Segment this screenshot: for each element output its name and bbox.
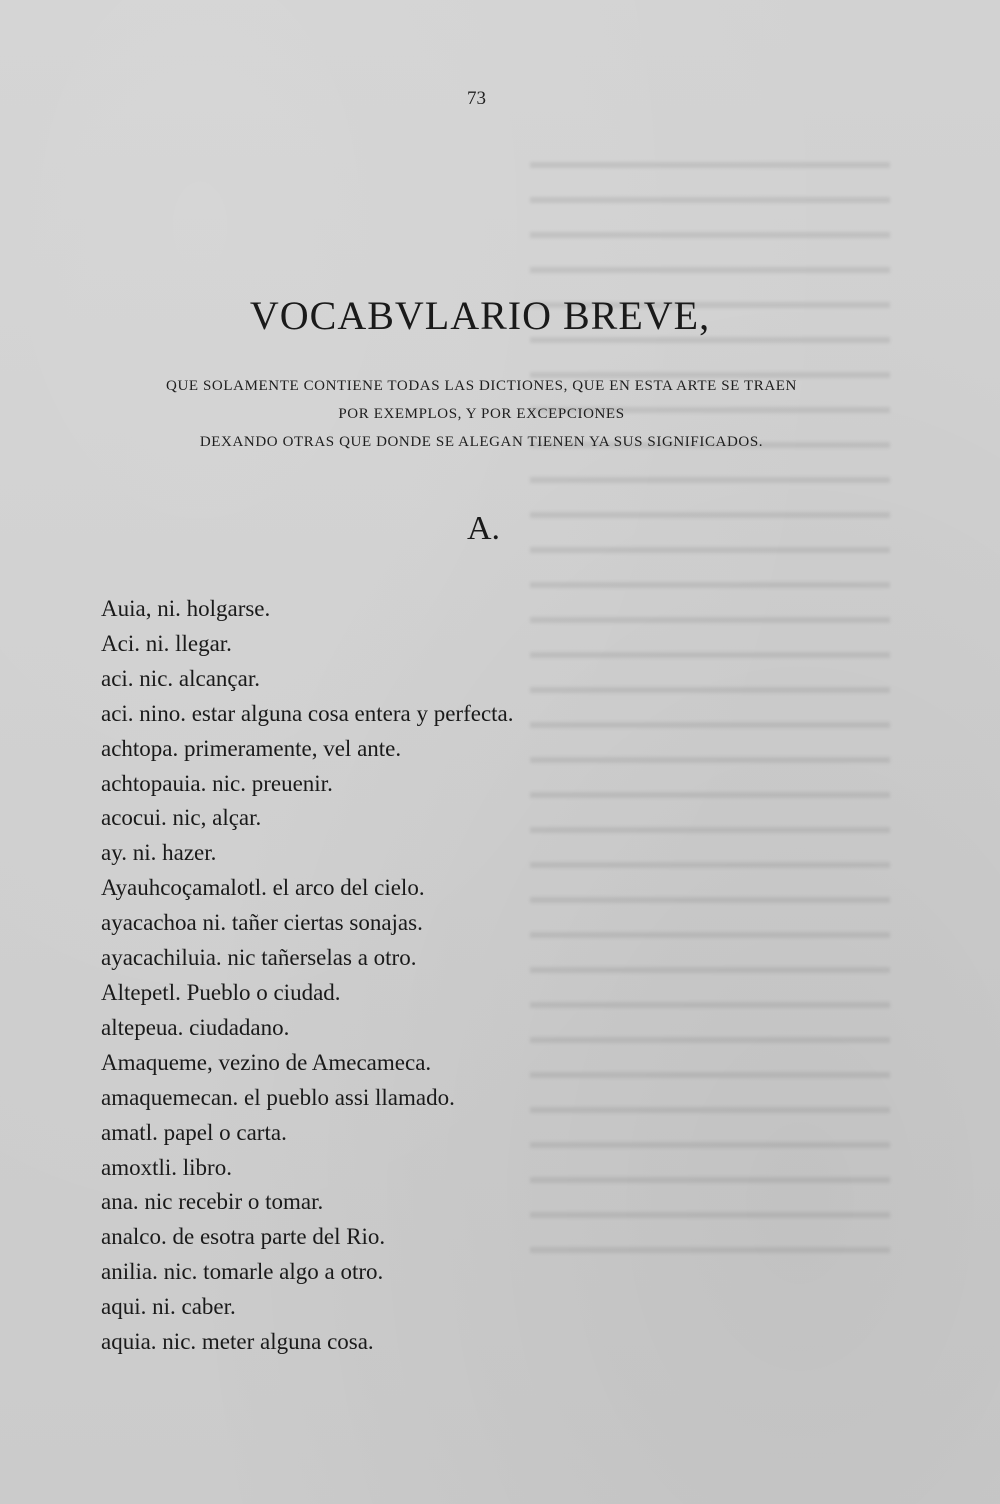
vocabulary-entry: aquia. nic. meter alguna cosa. <box>101 1329 374 1355</box>
section-heading-letter: A. <box>467 510 501 547</box>
subtitle-line: QUE SOLAMENTE CONTIENE TODAS LAS DICTIONES, QUE EN ESTA ARTE SE TRAEN <box>166 378 797 394</box>
vocabulary-entry: ana. nic recebir o tomar. <box>101 1189 324 1215</box>
vocabulary-entry: ay. ni. hazer. <box>101 840 217 866</box>
page-subtitle <box>0 372 963 456</box>
vocabulary-list <box>101 592 801 1360</box>
vocabulary-entry: Ayauhcoçamalotl. el arco del cielo. <box>101 875 425 901</box>
vocabulary-entry: achtopauia. nic. preuenir. <box>101 770 333 796</box>
vocabulary-entry: aqui. ni. caber. <box>101 1294 236 1320</box>
vocabulary-entry: Auia, ni. holgarse. <box>101 596 271 621</box>
page-number: 73 <box>467 88 486 109</box>
vocabulary-entry: amatl. papel o carta. <box>101 1119 287 1145</box>
vocabulary-entry: anilia. nic. tomarle algo a otro. <box>101 1259 384 1285</box>
vocabulary-entry: ayacachiluia. nic tañerselas a otro. <box>101 945 417 971</box>
subtitle-line: DEXANDO OTRAS QUE DONDE SE ALEGAN TIENEN YA SUS SIGNIFICADOS. <box>199 434 764 450</box>
page-title: VOCABVLARIO BREVE, <box>249 293 711 338</box>
vocabulary-entry: amoxtli. libro. <box>101 1154 232 1180</box>
vocabulary-entry: Amaqueme, vezino de Amecameca. <box>101 1049 432 1075</box>
vocabulary-entry: Aci. ni. llegar. <box>101 630 232 656</box>
vocabulary-entry: altepeua. ciudadano. <box>101 1014 290 1040</box>
vocabulary-entry: aci. nino. estar alguna cosa entera y perfecta. <box>101 700 514 726</box>
vocabulary-entry: achtopa. primeramente, vel ante. <box>101 735 402 761</box>
vocabulary-entry: Altepetl. Pueblo o ciudad. <box>101 979 341 1005</box>
vocabulary-entry: aci. nic. alcançar. <box>101 665 260 691</box>
vocabulary-entry: ayacachoa ni. tañer ciertas sonajas. <box>101 910 423 936</box>
vocabulary-entry: amaquemecan. el pueblo assi llamado. <box>101 1084 455 1110</box>
vocabulary-entry: acocui. nic, alçar. <box>101 805 262 831</box>
subtitle-line: POR EXEMPLOS, Y POR EXCEPCIONES <box>338 406 625 422</box>
vocabulary-entry: analco. de esotra parte del Rio. <box>101 1224 386 1250</box>
